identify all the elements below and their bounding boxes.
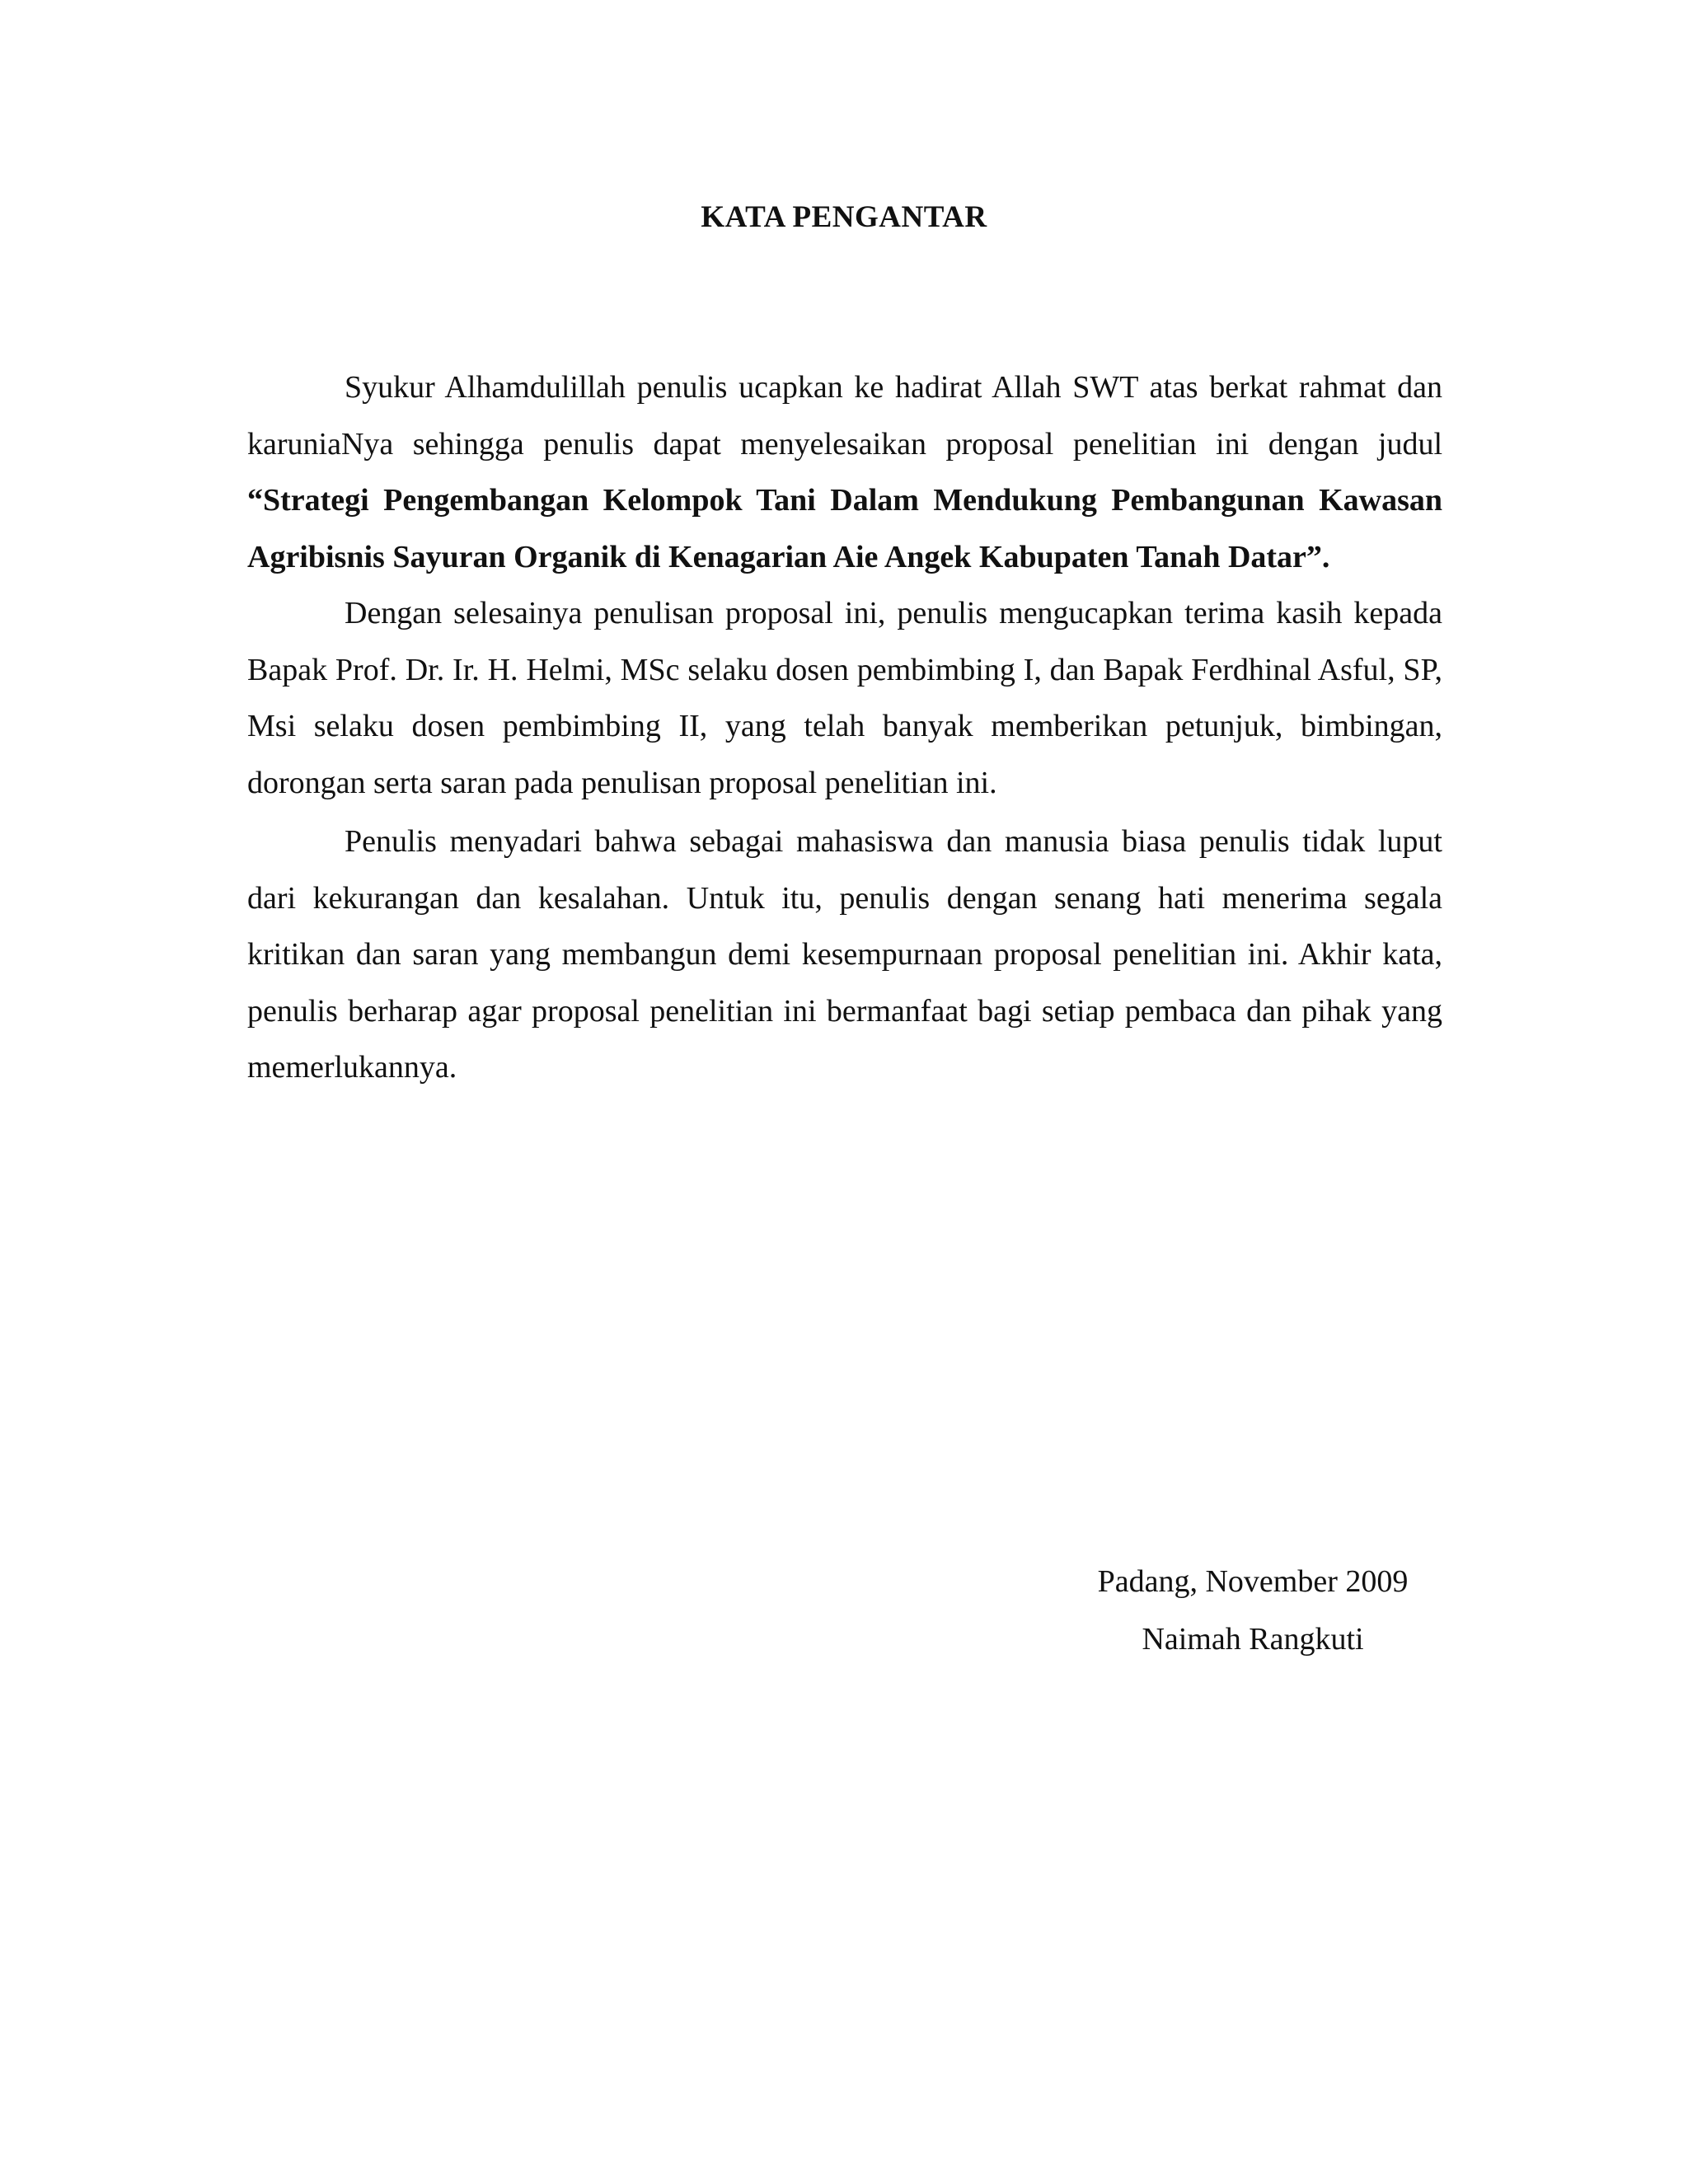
paragraph-acknowledgement-intro	[247, 359, 1442, 585]
signature-author: Naimah Rangkuti	[1142, 1622, 1364, 1657]
paragraph-intro-text: Syukur Alhamdulillah penulis ucapkan ke hadirat Allah SWT atas berkat rahmat dan karuniaNya sehingga penulis dapat menyelesaikan proposal penelitian ini dengan judul	[247, 370, 1442, 462]
paragraph-thanks: Dengan selesainya penulisan proposal ini, penulis mengucapkan terima kasih kepada Bapak Prof. Dr. Ir. H. Helmi, MSc selaku dosen pembimbing I, dan Bapak Ferdhinal Asful, SP, Msi selaku dosen pembimbing II, yang telah banyak memberikan petunjuk, bimbingan, dorongan serta saran pada penulisan proposal penelitian ini.	[247, 596, 1442, 800]
document-body	[247, 359, 1442, 1096]
page-title: KATA PENGANTAR	[701, 200, 987, 234]
signature-block	[1071, 1553, 1434, 1668]
signature-place-date: Padang, November 2009	[1097, 1564, 1409, 1599]
proposal-title-bold: “Strategi Pengembangan Kelompok Tani Dalam Mendukung Pembangunan Kawasan Agribisnis Sayuran Organik di Kenagarian Aie Angek Kabupaten Tanah Datar”.	[247, 483, 1442, 574]
paragraph-closing: Penulis menyadari bahwa sebagai mahasiswa dan manusia biasa penulis tidak luput dari kekurangan dan kesalahan. Untuk itu, penulis dengan senang hati menerima segala kritikan dan saran yang membangun demi kesempurnaan proposal penelitian ini. Akhir kata, penulis berharap agar proposal penelitian ini bermanfaat bagi setiap pembaca dan pihak yang memerlukannya.	[247, 824, 1442, 1085]
